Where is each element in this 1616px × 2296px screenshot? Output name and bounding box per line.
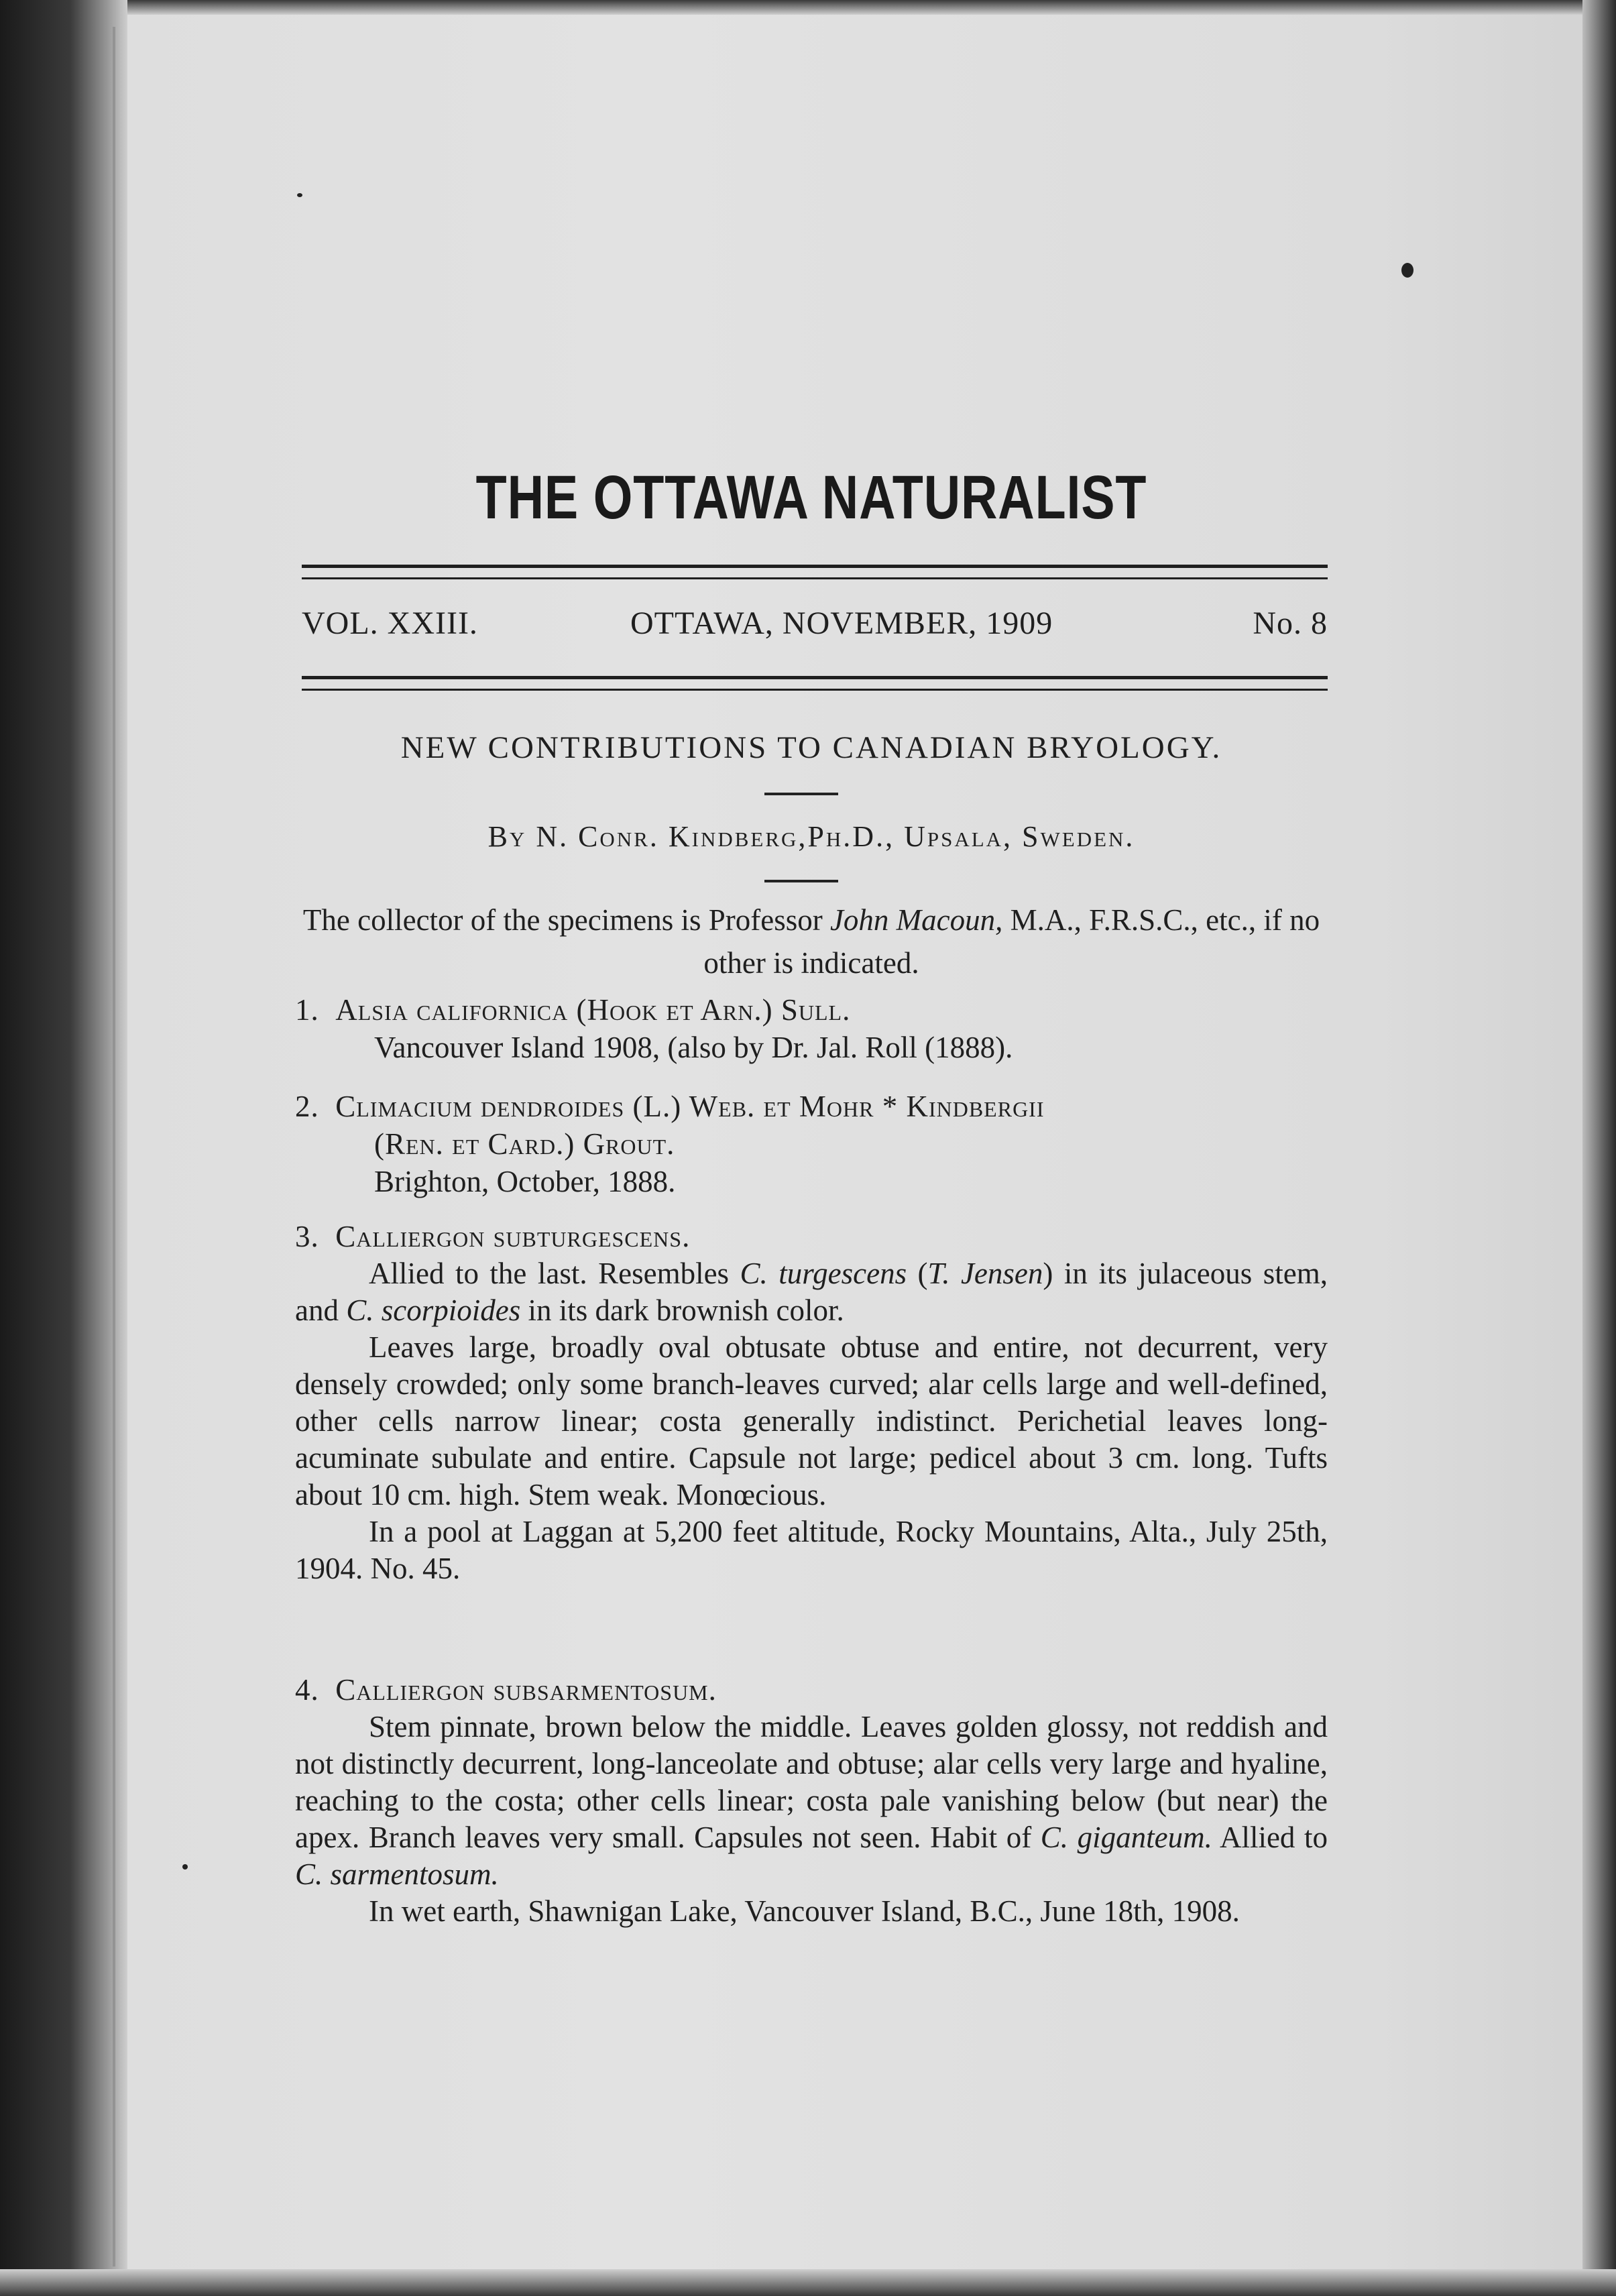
scan-top-edge [0, 0, 1616, 15]
entry-authority: (Ren. et Card.) Grout. [374, 1127, 675, 1161]
scan-binding-edge [0, 0, 127, 2296]
double-rule-bottom [302, 676, 1328, 691]
species-entry [295, 1088, 1328, 1200]
issue-place-date: OTTAWA, NOVEMBER, 1909 [630, 606, 1053, 641]
entry-heading: 1. Alsia californica (Hook et Arn.) Sull. [295, 993, 851, 1027]
entry-paragraph: Allied to the last. Resembles C. turgescens (T. Jensen) in its julaceous stem, and C. scorpioides in its dark brownish color. [295, 1257, 1328, 1327]
entry-locality: In a pool at Laggan at 5,200 feet altitude, Rocky Mountains, Alta., July 25th, 1904. No. 45. [295, 1515, 1328, 1585]
entry-paragraph: Stem pinnate, brown below the middle. Leaves golden glossy, not reddish and not distinctly decurrent, long-lanceolate and obtuse; alar cells very large and hyaline, reaching to the costa; other cells linear; costa pale vanishing below (but near) the apex. Branch leaves very small. Capsules not seen. Habit of C. giganteum. Allied to C. sarmentosum. [295, 1710, 1328, 1891]
species-entry [295, 991, 1328, 1066]
article-byline: By N. Conr. Kindberg,Ph.D., Upsala, Sweden. [487, 820, 1135, 853]
scan-right-edge [1582, 0, 1616, 2296]
entry-locality: In wet earth, Shawnigan Lake, Vancouver Island, B.C., June 18th, 1908. [369, 1894, 1240, 1928]
entry-heading: 4. Calliergon subsarmentosum. [295, 1673, 717, 1707]
scan-bottom-edge [0, 2269, 1616, 2296]
short-rule [764, 793, 838, 795]
species-entry [295, 1671, 1328, 1930]
issue-number: No. 8 [1253, 606, 1328, 641]
entry-locality: Vancouver Island 1908, (also by Dr. Jal. Roll (1888). [374, 1031, 1013, 1064]
issue-line [302, 605, 1328, 652]
binding-crease [113, 27, 115, 2266]
entry-heading: 3. Calliergon subturgescens. [295, 1220, 691, 1253]
issue-volume: VOL. XXIII. [302, 606, 478, 641]
entry-locality: Brighton, October, 1888. [374, 1165, 676, 1198]
collector-name: John Macoun, [829, 903, 1003, 937]
journal-masthead: THE OTTAWA NATURALIST [475, 463, 1147, 532]
entry-paragraph: Leaves large, broadly oval obtusate obtuse and entire, not decurrent, very densely crowded; only some branch-leaves curved; alar cells large and well-defined, other cells narrow linear; costa generally indistinct. Perichetial leaves long-acuminate subulate and entire. Capsule not large; pedicel about 3 cm. long. Tufts about 10 cm. high. Stem weak. Monœcious. [295, 1330, 1328, 1511]
article-intro: The collector of the specimens is Professor John Macoun, M.A., F.R.S.C., etc., if no other is indicated. [302, 903, 1320, 980]
species-entry [295, 1218, 1328, 1587]
speck-mark [1401, 263, 1413, 278]
entry-heading: 2. Climacium dendroides (L.) Web. et Mohr * Kindbergii [295, 1090, 1045, 1123]
short-rule [764, 880, 838, 882]
speck-mark [182, 1864, 188, 1870]
speck-mark [297, 193, 302, 197]
double-rule-top [302, 565, 1328, 579]
article-title: NEW CONTRIBUTIONS TO CANADIAN BRYOLOGY. [400, 730, 1222, 765]
